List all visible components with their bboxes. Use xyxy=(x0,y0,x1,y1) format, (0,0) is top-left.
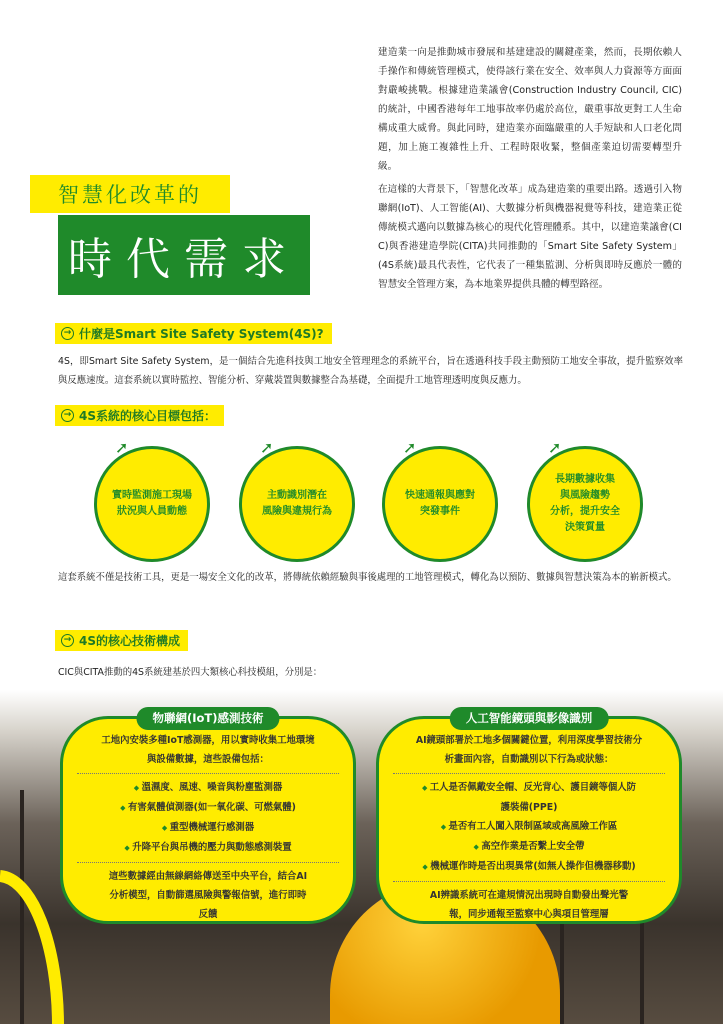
card-bullet: ◆ 高空作業是否繫上安全帶 xyxy=(393,837,665,857)
divider xyxy=(393,773,665,774)
card-intro: AI鏡頭部署於工地多個關鍵位置，利用深度學習技術分析畫面內容，自動識別以下行為或狀態： xyxy=(415,735,643,765)
section-2-body: 這套系統不僅是技術工具，更是一場安全文化的改革，將傳統依賴經驗與事後處理的工地管理模式，轉化為以預防、數據與智慧決策為本的嶄新模式。 xyxy=(58,572,677,583)
card-intro: 工地內安裝多種IoT感測器，用以實時收集工地環境與設備數據，這些設備包括： xyxy=(101,735,315,765)
section-heading-goals xyxy=(55,405,224,426)
card-bullet: ◆ 升降平台與吊機的壓力與動態感測裝置 xyxy=(77,838,339,858)
section-1-body: 4S，即Smart Site Safety System，是一個結合先進科技與工地安全管理理念的系統平台，旨在透過科技手段主動預防工地安全事故，提升監察效率與反應速度。這套系統以實時監控、智能分析、穿戴裝置與數據整合為基礎，全面提升工地管理透明度與反應力。 xyxy=(58,356,683,386)
card-bullet: ◆ 有害氣體偵測器(如一氧化碳、可燃氣體) xyxy=(77,798,339,818)
section-heading-text: 4S系統的核心目標包括： xyxy=(79,409,216,423)
goal-circle xyxy=(239,438,355,562)
arrow-right-circle-icon: → xyxy=(61,409,74,422)
card-bullet: ◆ 重型機械運行感測器 xyxy=(77,818,339,838)
section-3-body: CIC與CITA推動的4S系統建基於四大類核心科技模組，分別是： xyxy=(58,667,323,678)
title-line-2: 時代需求 xyxy=(58,215,310,295)
arrow-right-circle-icon: → xyxy=(61,634,74,647)
arrow-icon: ➚ xyxy=(403,438,417,457)
title-line-1: 智慧化改革的 xyxy=(30,175,230,213)
goal-circle xyxy=(527,438,643,562)
divider xyxy=(393,881,665,882)
decorative-yellow-arc xyxy=(0,870,70,1024)
intro-paragraph-1: 建造業一向是推動城市發展和基建建設的關鍵產業，然而，長期依賴人手操作和傳統管理模式，使得該行業在安全、效率與人力資源等方面面對嚴峻挑戰。根據建造業議會(Construction Industry Council, CIC)的統計，中國香港每年工地事故率仍處於高位，嚴重事故更對工人生命構成重大威脅。與此同時，建造業亦面臨嚴重的人手短缺和人口老化問題，加上施工複雜性上升、工程時限收緊，整個產業迫切需要轉型升級。 xyxy=(378,47,682,172)
card-bullet: ◆ 機械運作時是否出現異常(如無人操作但機器移動) xyxy=(393,857,665,877)
section-heading-text: 4S的核心技術構成 xyxy=(79,634,180,648)
goal-text: 主動識別潛在 風險與違規行為 xyxy=(262,490,332,517)
goal-text: 快速通報與應對 突發事件 xyxy=(405,490,475,517)
goal-circle xyxy=(382,438,498,562)
card-outro: AI辨識系統可在違規情況出現時自動發出聲光警報，同步通報至監察中心與項目管理層 xyxy=(429,890,629,920)
tech-card-iot xyxy=(60,711,356,924)
tech-card-ai xyxy=(376,711,682,924)
section-heading-4s xyxy=(55,323,332,344)
arrow-icon: ➚ xyxy=(548,438,562,457)
goal-circle xyxy=(94,438,210,562)
goal-text: 長期數據收集 與風險趨勢 分析，提升安全 決策質量 xyxy=(550,474,620,533)
divider xyxy=(77,773,339,774)
arrow-right-circle-icon: → xyxy=(61,327,74,340)
card-outro: 這些數據經由無線網絡傳送至中央平台，結合AI分析模型，自動篩選風險與警報信號，進行即時反饋 xyxy=(108,871,308,920)
card-bullet: ◆ 是否有工人闖入限制區域或高風險工作區 xyxy=(393,817,665,837)
divider xyxy=(77,862,339,863)
arrow-icon: ➚ xyxy=(260,438,274,457)
card-title: 物聯網(IoT)感測技術 xyxy=(136,707,279,730)
intro-paragraph-2: 在這樣的大背景下，「智慧化改革」成為建造業的重要出路。透過引入物聯網(IoT)、人工智能(AI)、大數據分析與機器視覺等科技，建造業正從傳統模式邁向以數據為核心的現代化管理體系。其中，以建造業議會(CIC)與香港建造學院(CITA)共同推動的「Smart Site Safety System」(4S系統)最具代表性，它代表了一種集監測、分析與即時反應於一體的智慧安全管理方案，為本地業界提供具體的轉型路徑。 xyxy=(378,184,682,290)
goal-text: 實時監測施工現場 狀況與人員動態 xyxy=(112,490,192,517)
card-title: 人工智能鏡頭與影像識別 xyxy=(450,707,609,730)
card-bullet: ◆ 溫濕度、風速、噪音與粉塵監測器 xyxy=(77,778,339,798)
arrow-icon: ➚ xyxy=(115,438,129,457)
section-heading-text: 什麼是Smart Site Safety System(4S)? xyxy=(79,327,324,341)
card-bullet: ◆ 工人是否佩戴安全帽、反光背心、護目鏡等個人防護裝備(PPE) xyxy=(393,778,665,817)
section-heading-tech xyxy=(55,630,188,651)
